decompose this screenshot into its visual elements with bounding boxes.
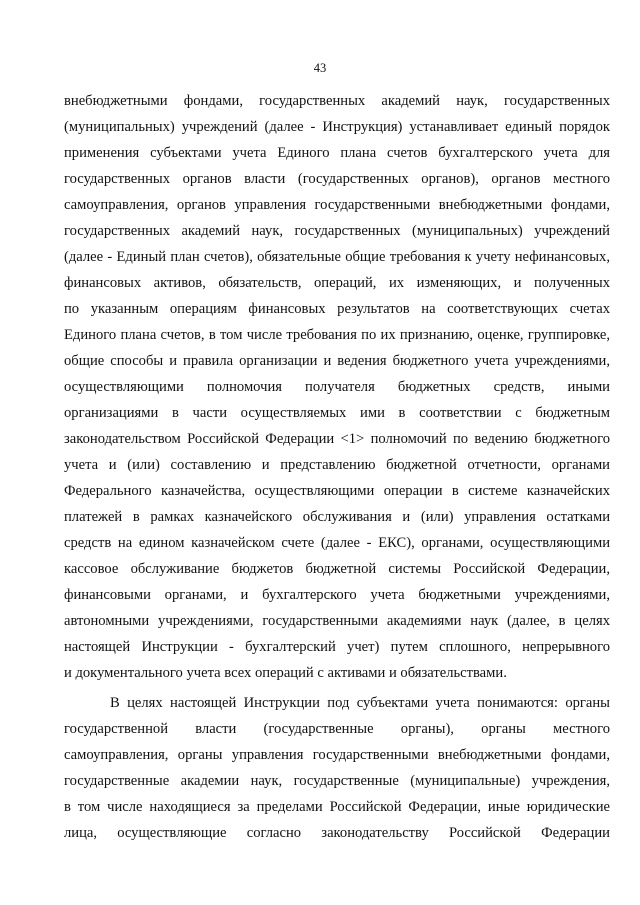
text-line: настоящей Инструкции - бухгалтерский учет) путем сплошного, непрерывного xyxy=(64,639,610,655)
text-line: по указанным операциям финансовых результатов на соответствующих счетах xyxy=(64,301,610,317)
text-line: кассовое обслуживание бюджетов бюджетной системы Российской Федерации, xyxy=(64,561,610,577)
text-line: самоуправления, органы управления государственными внебюджетными фондами, xyxy=(64,747,610,763)
paragraph-2 xyxy=(64,690,610,846)
body-text xyxy=(64,88,610,846)
text-line: Единого плана счетов, в том числе требования по их признанию, оценке, группировке, xyxy=(64,327,610,343)
page-number: 43 xyxy=(313,61,327,75)
text-line: общие способы и правила организации и ведения бюджетного учета учреждениями, xyxy=(64,353,610,369)
text-line: финансовых активов, обязательств, операций, их изменяющих, и полученных xyxy=(64,275,610,291)
text-line: законодательством Российской Федерации <1> полномочий по ведению бюджетного xyxy=(64,431,610,447)
text-line: автономными учреждениями, государственными академиями наук (далее, в целях xyxy=(64,613,610,629)
text-line: Федерального казначейства, осуществляющими операции в системе казначейских xyxy=(64,483,610,499)
text-line: применения субъектами учета Единого плана счетов бухгалтерского учета для xyxy=(64,145,610,161)
text-line: в том числе находящиеся за пределами Российской Федерации, иные юридические xyxy=(64,799,610,815)
text-line: учета и (или) составлению и представлению бюджетной отчетности, органами xyxy=(64,457,610,473)
text-line: лица, осуществляющие согласно законодательству Российской Федерации xyxy=(64,825,610,841)
text-line: государственных органов власти (государственных органов), органов местного xyxy=(64,171,610,187)
text-line: (далее - Единый план счетов), обязательные общие требования к учету нефинансовых, xyxy=(64,249,610,265)
text-line: платежей в рамках казначейского обслуживания и (или) управления остатками xyxy=(64,509,610,525)
text-line: самоуправления, органов управления государственными внебюджетными фондами, xyxy=(64,197,610,213)
text-line: государственных академий наук, государственных (муниципальных) учреждений xyxy=(64,223,610,239)
text-line: и документального учета всех операций с активами и обязательствами. xyxy=(64,665,507,681)
text-line: внебюджетными фондами, государственных академий наук, государственных xyxy=(64,93,610,109)
text-line: (муниципальных) учреждений (далее - Инструкция) устанавливает единый порядок xyxy=(64,119,610,135)
text-line: организациями в части осуществляемых ими в соответствии с бюджетным xyxy=(64,405,610,421)
text-line: государственные академии наук, государственные (муниципальные) учреждения, xyxy=(64,773,610,789)
text-line: В целях настоящей Инструкции под субъектами учета понимаются: органы xyxy=(110,695,610,711)
text-line: государственной власти (государственные органы), органы местного xyxy=(64,721,610,737)
paragraph-1 xyxy=(64,88,610,686)
text-line: финансовыми органами, и бухгалтерского учета бюджетными учреждениями, xyxy=(64,587,610,603)
text-line: осуществляющими полномочия получателя бюджетных средств, иными xyxy=(64,379,610,395)
text-line: средств на едином казначейском счете (далее - ЕКС), органами, осуществляющими xyxy=(64,535,610,551)
